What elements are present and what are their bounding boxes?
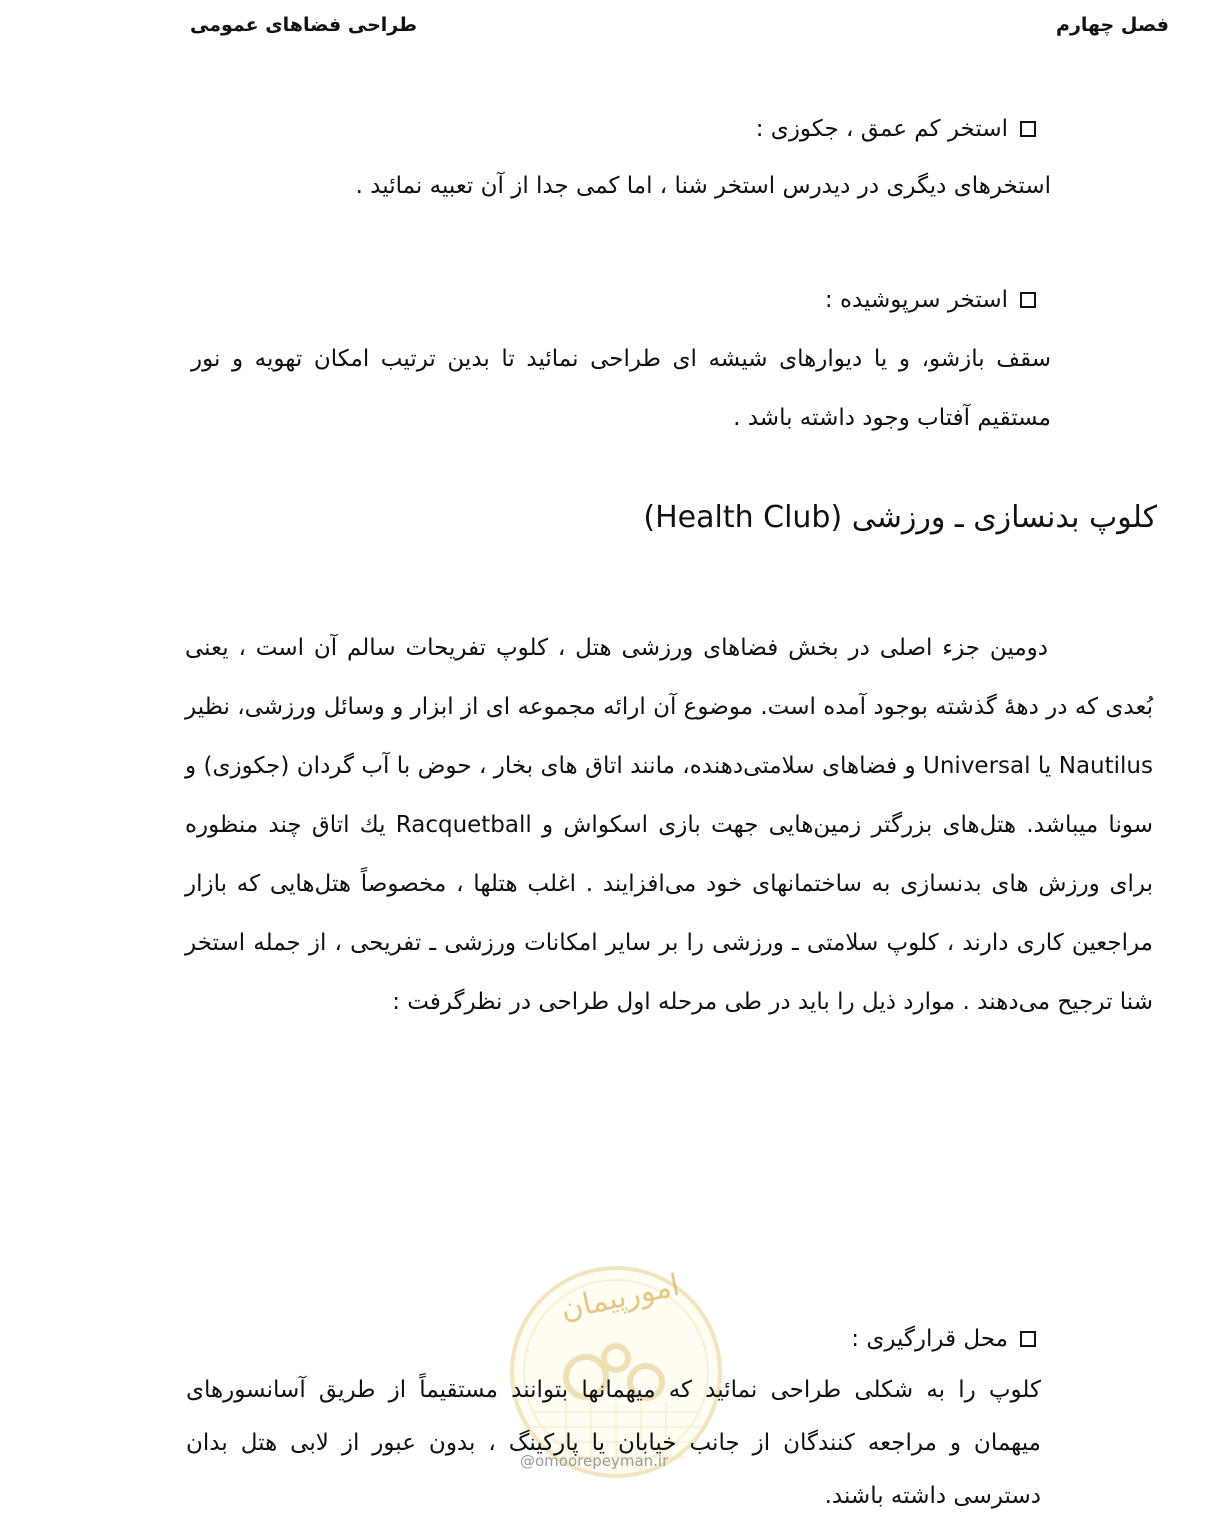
watermark-logo-text: امورپیمان [557, 1267, 683, 1328]
shallow-pool-heading [756, 116, 1036, 142]
shallow-pool-heading-text: استخر کم عمق ، جکوزی : [755, 116, 1008, 142]
covered-pool-text: سقف بازشو، و یا دیوارهای شیشه ای طراحی نمائید تا بدین ترتیب امکان تهویه و نور مستقیم آفتاب وجود داشته باشد . [191, 346, 1051, 431]
section-body: دومین جزء اصلی در بخش فضاهای ورزشی هتل ، کلوپ تفریحات سالم آن است ، یعنی بُعدی که در دههٔ گذشته بوجود آمده است. موضوع آن ارائه مجموعه ای از ابزار و وسائل ورزشی، نظیر Nautilus یا Universal و فضاهای سلامتی‌دهنده، مانند اتاق های بخار ، حوض با آب گردان (جکوزی) و سونا میباشد. هتل‌های بزرگتر زمین‌هایی جهت بازی اسکواش و Racquetball یك اتاق چند منظوره برای ورزش های بدنسازی به ساختمانهای خود می‌افزایند . اغلب هتلها ، مخصوصاً هتل‌هایی که بازار مراجعین کاری دارند ، کلوپ سلامتی ـ ورزشی را بر سایر امکانات ورزشی ـ تفریحی ، از جمله استخر شنا ترجیح می‌دهند . موارد ذیل را باید در طی مرحله اول طراحی در نظرگرفت : [185, 635, 1153, 1015]
location-heading-text: محل قرارگیری : [851, 1326, 1008, 1352]
covered-pool-heading-text: استخر سرپوشیده : [824, 287, 1008, 313]
section-title: کلوپ بدنسازی ـ ورزشی (Health Club) [643, 500, 1157, 535]
location-heading [851, 1326, 1036, 1352]
location-text: کلوپ را به شکلی طراحی نمائید که میهمانها بتوانند مستقیماً از طریق آسانسورهای میهمان و مراجعه کنندگان از جانب خیابان یا پارکینگ ، بدون عبور از لابی هتل بدان دسترسی داشته باشند. [186, 1377, 1041, 1509]
chapter-header: فصل چهارم [1056, 14, 1169, 36]
checkbox-bullet-icon [1020, 121, 1036, 137]
book-title-header: طراحی فضاهای عمومی [190, 14, 418, 36]
checkbox-bullet-icon [1020, 292, 1036, 308]
shallow-pool-text: استخرهای دیگری در دیدرس استخر شنا ، اما کمی جدا از آن تعبیه نمائید . [355, 173, 1051, 199]
covered-pool-heading [825, 287, 1036, 313]
checkbox-bullet-icon [1020, 1331, 1036, 1347]
watermark-site: @omoorepeyman.ir [520, 1452, 669, 1470]
